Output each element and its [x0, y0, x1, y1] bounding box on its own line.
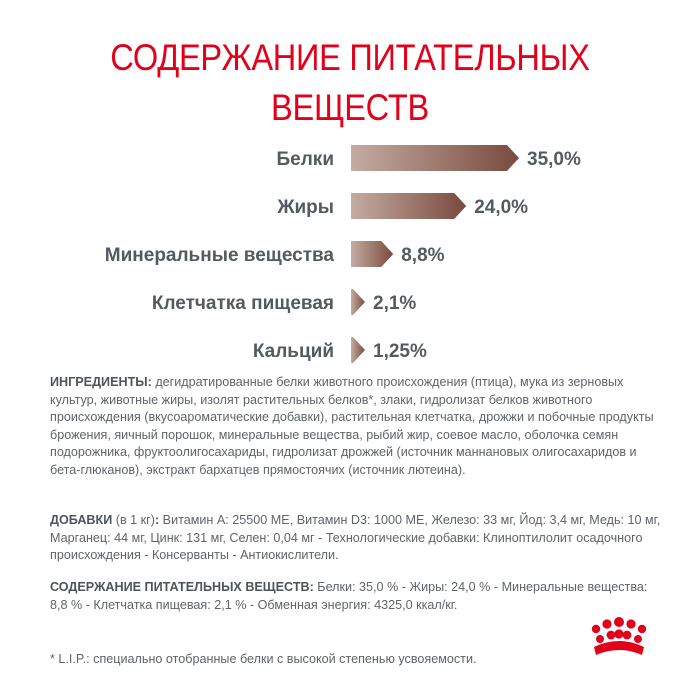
nutrients-block	[50, 579, 660, 614]
royal-crown-icon	[584, 617, 654, 661]
nutrients-text: Белки: 35,0 % - Жиры: 24,0 % - Минеральные вещества: 8,8 % - Клетчатка пищевая: 2,1 % - Обменная энергия: 4325,0 ккал/кг.	[50, 580, 648, 612]
additives-colon: :	[154, 513, 160, 527]
bar-1	[351, 193, 466, 219]
nutrients-label: СОДЕРЖАНИЕ ПИТАТЕЛЬНЫХ ВЕЩЕСТВ:	[50, 580, 314, 594]
category-label-0: Белки	[276, 149, 334, 170]
page-title: СОДЕРЖАНИЕ ПИТАТЕЛЬНЫХ ВЕЩЕСТВ	[110, 37, 590, 128]
ingredients-block	[50, 374, 662, 480]
value-label-2: 8,8%	[401, 245, 445, 266]
ingredients-label: ИНГРЕДИЕНТЫ:	[50, 375, 152, 389]
ingredients-text: дегидратированные белки животного происхождения (птица), мука из зерновых культур, животные жиры, изолят растительных белков*, злаки, гидролизат белков животного происхождения (вкусоароматические добавки), растительная клетчатка, дрожжи и побочные продукты брожения, яичный порошок, минеральные вещества, рыбий жир, соевое масло, оболочка семян подорожника, фруктоолигосахариды, гидролизат дрожжей (источник маннановых олигосахаридов и бета-глюканов), экстракт бархатцев прямостоячих (источник лютеина).	[50, 375, 654, 477]
bar-4	[351, 337, 365, 363]
additives-block	[50, 512, 662, 565]
value-label-4: 1,25%	[373, 341, 427, 362]
nutrient-chart	[0, 130, 700, 370]
category-label-4: Кальций	[252, 341, 334, 362]
additives-text: Витамин A: 25500 МЕ, Витамин D3: 1000 МЕ, Железо: 33 мг, Йод: 3,4 мг, Медь: 10 мг, Марганец: 44 мг, Цинк: 131 мг, Селен: 0,04 мг - Технологические добавки: Клиноптилолит осадочного происхождения - Консерванты - Антиокислители.	[50, 513, 661, 563]
value-label-0: 35,0%	[527, 149, 581, 170]
additives-label: ДОБАВКИ	[50, 513, 113, 527]
value-label-1: 24,0%	[474, 197, 529, 218]
bar-2	[351, 241, 393, 267]
footnote: * L.I.P.: специально отобранные белки с высокой степенью усвояемости.	[50, 652, 477, 666]
bar-0	[351, 145, 519, 171]
category-label-2: Минеральные вещества	[104, 245, 334, 266]
category-label-3: Клетчатка пищевая	[151, 293, 334, 314]
bar-3	[351, 289, 365, 315]
additives-per-kg: (в 1 кг)	[112, 513, 155, 527]
value-label-3: 2,1%	[373, 293, 417, 314]
category-label-1: Жиры	[277, 197, 334, 218]
